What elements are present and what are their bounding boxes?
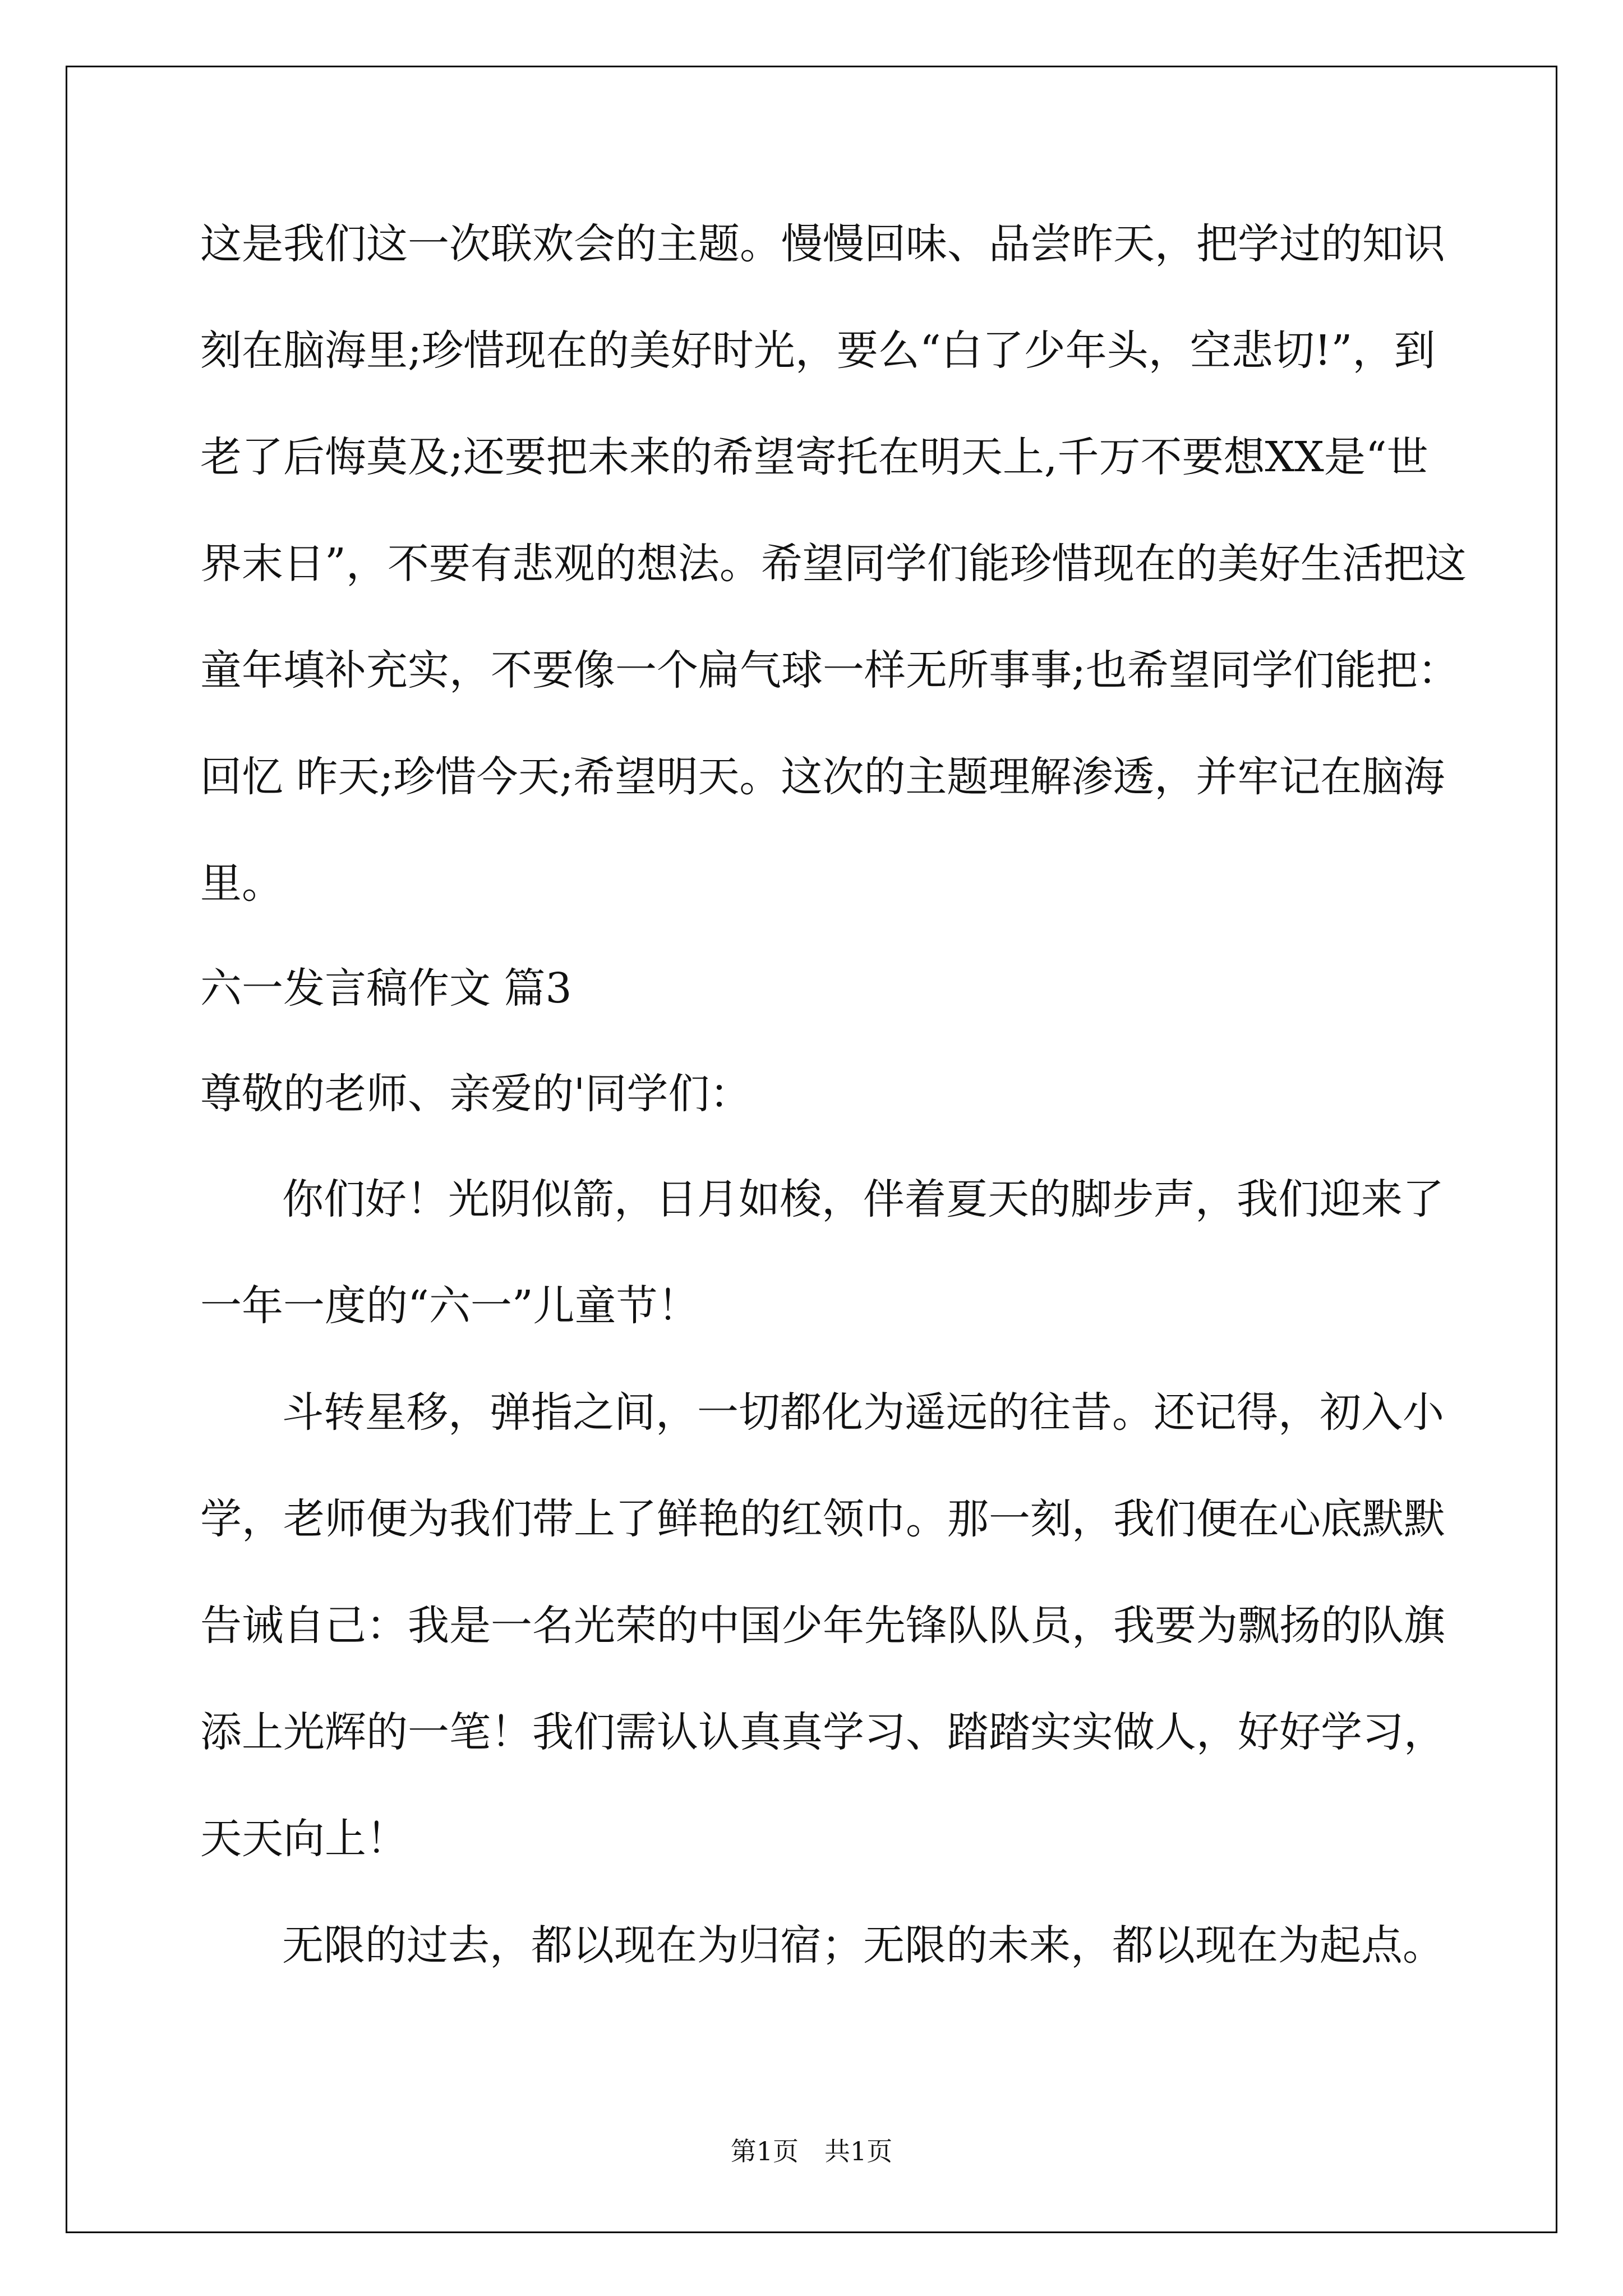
body-line-11: 学，老师便为我们带上了鲜艳的红领巾。那一刻，我们便在心底默默 [200,1495,1445,1543]
body-line-2: 刻在脑海里;珍惜现在的美好时光，要么“白了少年头，空悲切!”，到 [200,326,1436,375]
body-line-10: 斗转星移，弹指之间，一切都化为遥远的往昔。还记得，初入小 [282,1388,1444,1437]
salutation: 尊敬的老师、亲爱的'同学们： [200,1070,751,1118]
body-line-7: 里。 [200,859,283,908]
body-line-12: 告诫自己：我是一名光荣的中国少年先锋队队员，我要为飘扬的队旗 [200,1602,1445,1650]
body-line-15: 无限的过去，都以现在为归宿；无限的未来，都以现在为起点。 [282,1921,1444,1970]
body-line-13: 添上光辉的一笔！我们需认认真真学习、踏踏实实做人，好好学习， [200,1708,1445,1756]
body-line-1: 这是我们这一次联欢会的主题。慢慢回味、品尝昨天，把学过的知识 [200,220,1445,268]
body-line-14: 天天向上！ [200,1815,408,1863]
body-line-4: 界末日”，不要有悲观的想法。希望同学们能珍惜现在的美好生活把这 [200,540,1467,588]
section-heading: 六一发言稿作文 篇3 [200,964,572,1013]
body-line-3: 老了后悔莫及;还要把未来的希望寄托在明天上,千万不要想XX是“世 [200,433,1428,481]
body-line-8: 你们好！光阴似箭，日月如梭，伴着夏天的脚步声，我们迎来了 [282,1175,1444,1223]
page-footer: 第1页 共1页 [730,2136,893,2166]
body-line-9: 一年一度的“六一”儿童节！ [200,1282,699,1330]
page-border [66,66,1557,2233]
body-line-5: 童年填补充实，不要像一个扁气球一样无所事事;也希望同学们能把： [200,646,1459,694]
body-line-6: 回忆 昨天;珍惜今天;希望明天。这次的主题理解渗透，并牢记在脑海 [200,753,1445,801]
